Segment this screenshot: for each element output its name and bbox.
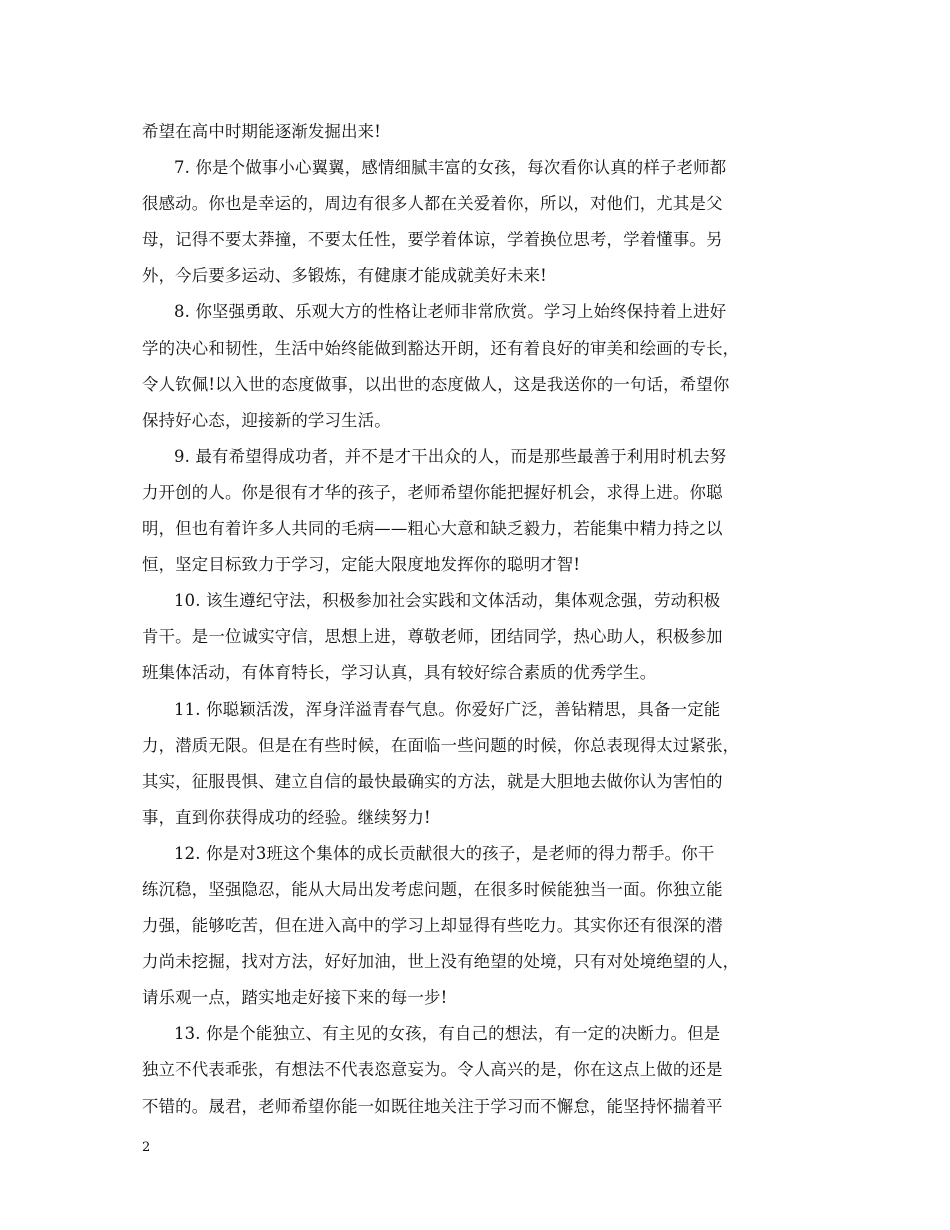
paragraph-first-line: 10. 该生遵纪守法，积极参加社会实践和文体活动，集体观念强，劳动积极 <box>174 591 721 611</box>
paragraph-first-line: 9. 最有希望得成功者，并不是才干出众的人，而是那些最善于利用时机去努 <box>174 446 727 466</box>
paragraph-first-line: 11. 你聪颖活泼，浑身洋溢青春气息。你爱好广泛，善钻精思，具备一定能 <box>174 699 721 719</box>
text-line: 外，今后要多运动、多锻炼，有健康才能成就美好未来! <box>142 266 547 286</box>
text-line: 练沉稳，坚强隐忍，能从大局出发考虑问题，在很多时候能独当一面。你独立能 <box>142 879 723 899</box>
text-line: 保持好心态，迎接新的学习生活。 <box>142 410 391 430</box>
text-line: 其实，征服畏惧、建立自信的最快最确实的方法，就是大胆地去做你认为害怕的 <box>142 771 723 791</box>
text-line: 希望在高中时期能逐渐发掘出来! <box>142 122 382 141</box>
paragraph-first-line: 13. 你是个能独立、有主见的女孩，有自己的想法，有一定的决断力。但是 <box>174 1024 721 1044</box>
text-line: 事，直到你获得成功的经验。继续努力! <box>142 807 431 827</box>
text-line: 恒，坚定目标致力于学习，定能大限度地发挥你的聪明才智! <box>142 555 581 575</box>
text-line: 独立不代表乖张，有想法不代表恣意妄为。令人高兴的是，你在这点上做的还是 <box>142 1060 723 1080</box>
text-line: 力开创的人。你是很有才华的孩子，老师希望你能把握好机会，求得上进。你聪 <box>142 482 723 502</box>
text-line: 肯干。是一位诚实守信，思想上进，尊敬老师，团结同学，热心助人，积极参加 <box>142 627 723 647</box>
text-line: 明，但也有着许多人共同的毛病——粗心大意和缺乏毅力，若能集中精力持之以 <box>142 519 723 539</box>
text-line: 请乐观一点，踏实地走好接下来的每一步! <box>142 988 448 1008</box>
text-line: 力，潜质无限。但是在有些时候，在面临一些问题的时候，你总表现得太过紧张， <box>142 735 740 755</box>
paragraph-first-line: 8. 你坚强勇敢、乐观大方的性格让老师非常欣赏。学习上始终保持着上进好 <box>174 302 727 322</box>
page-number: 2 <box>142 1140 151 1155</box>
text-line: 班集体活动，有体育特长，学习认真，具有较好综合素质的优秀学生。 <box>142 663 657 683</box>
text-line: 学的决心和韧性，生活中始终能做到豁达开朗，还有着良好的审美和绘画的专长， <box>142 338 740 358</box>
text-line: 不错的。晟君，老师希望你能一如既往地关注于学习而不懈怠，能坚持怀揣着平 <box>142 1096 723 1116</box>
paragraph-first-line: 7. 你是个做事小心翼翼，感情细腻丰富的女孩，每次看你认真的样子老师都 <box>174 158 727 178</box>
text-line: 力强，能够吃苦，但在进入高中的学习上却显得有些吃力。其实你还有很深的潜 <box>142 916 723 936</box>
text-line: 很感动。你也是幸运的，周边有很多人都在关爱着你，所以，对他们，尤其是父 <box>142 194 723 214</box>
paragraph-first-line: 12. 你是对3班这个集体的成长贡献很大的孩子，是老师的得力帮手。你干 <box>174 843 715 863</box>
text-line: 母，记得不要太莽撞，不要太任性，要学着体谅，学着换位思考，学着懂事。另 <box>142 230 723 250</box>
text-line: 令人钦佩!以入世的态度做事，以出世的态度做人，这是我送你的一句话，希望你 <box>142 374 730 394</box>
text-line: 力尚未挖掘，找对方法，好好加油，世上没有绝望的处境，只有对处境绝望的人， <box>142 952 740 972</box>
document-body <box>142 114 807 1125</box>
